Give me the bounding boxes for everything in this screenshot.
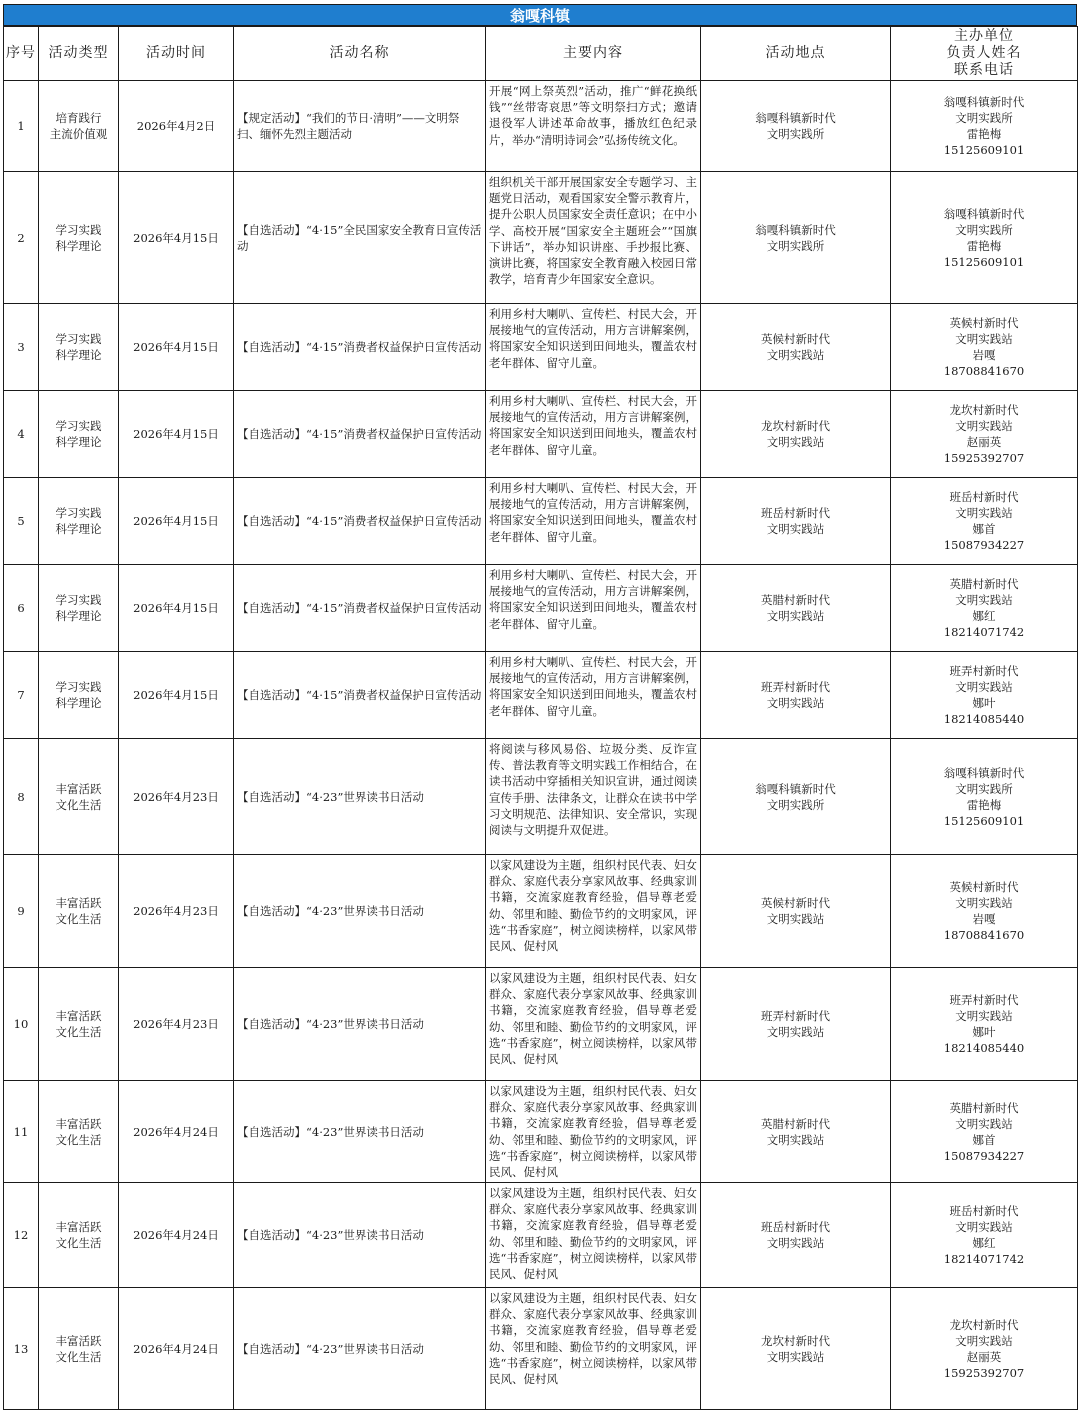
table-row — [4, 478, 1078, 565]
cell-no: 1 — [4, 81, 39, 172]
table-row — [4, 968, 1078, 1081]
cell-place: 班岳村新时代 文明实践站 — [701, 478, 891, 565]
cell-date: 2026年4月15日 — [119, 391, 234, 478]
header-place: 活动地点 — [701, 27, 891, 81]
cell-name: 【自选活动】“4·15”全民国家安全教育日宣传活动 — [234, 172, 486, 304]
cell-type: 学习实践 科学理论 — [39, 391, 119, 478]
cell-name: 【自选活动】“4·23”世界读书日活动 — [234, 1288, 486, 1410]
cell-date: 2026年4月23日 — [119, 739, 234, 855]
cell-organizer: 班岳村新时代 文明实践站 娜首 15087934227 — [891, 478, 1078, 565]
cell-place: 英腊村新时代 文明实践站 — [701, 565, 891, 652]
cell-organizer: 英腊村新时代 文明实践站 娜红 18214071742 — [891, 565, 1078, 652]
cell-name: 【自选活动】“4·23”世界读书日活动 — [234, 968, 486, 1081]
cell-type: 丰富活跃 文化生活 — [39, 739, 119, 855]
cell-no: 4 — [4, 391, 39, 478]
cell-content — [486, 304, 701, 391]
cell-date: 2026年4月23日 — [119, 968, 234, 1081]
header-organizer: 主办单位 负责人姓名 联系电话 — [891, 27, 1078, 81]
cell-organizer: 班岳村新时代 文明实践站 娜红 18214071742 — [891, 1183, 1078, 1288]
cell-date: 2026年4月24日 — [119, 1288, 234, 1410]
table-row — [4, 652, 1078, 739]
cell-type: 丰富活跃 文化生活 — [39, 855, 119, 968]
header-name: 活动名称 — [234, 27, 486, 81]
cell-type: 学习实践 科学理论 — [39, 172, 119, 304]
cell-organizer: 班弄村新时代 文明实践站 娜叶 18214085440 — [891, 652, 1078, 739]
cell-no: 11 — [4, 1081, 39, 1183]
cell-no: 7 — [4, 652, 39, 739]
cell-date: 2026年4月23日 — [119, 855, 234, 968]
cell-content — [486, 81, 701, 172]
cell-place: 英腊村新时代 文明实践站 — [701, 1081, 891, 1183]
table-row — [4, 855, 1078, 968]
cell-organizer: 英候村新时代 文明实践站 岩嘎 18708841670 — [891, 304, 1078, 391]
table-row — [4, 304, 1078, 391]
cell-place: 英候村新时代 文明实践站 — [701, 304, 891, 391]
cell-date: 2026年4月2日 — [119, 81, 234, 172]
cell-no: 10 — [4, 968, 39, 1081]
cell-type: 培育践行 主流价值观 — [39, 81, 119, 172]
cell-content — [486, 855, 701, 968]
cell-name: 【自选活动】“4·23”世界读书日活动 — [234, 1081, 486, 1183]
cell-organizer: 龙坎村新时代 文明实践站 赵丽英 15925392707 — [891, 391, 1078, 478]
cell-organizer: 英腊村新时代 文明实践站 娜首 15087934227 — [891, 1081, 1078, 1183]
cell-content — [486, 652, 701, 739]
cell-date: 2026年4月15日 — [119, 304, 234, 391]
cell-content-text: 利用乡村大喇叭、宣传栏、村民大会，开展接地气的宣传活动，用方言讲解案例，将国家安全知识送到田间地头，覆盖农村老年群体、留守儿童。 — [489, 394, 697, 457]
cell-no: 8 — [4, 739, 39, 855]
table-row — [4, 391, 1078, 478]
cell-no: 9 — [4, 855, 39, 968]
cell-content-text: 以家风建设为主题，组织村民代表、妇女群众、家庭代表分享家风故事、经典家训书籍，交流家庭教育经验，倡导尊老爱幼、邻里和睦、勤俭节约的文明家风，评选“书香家庭”，树立阅读榜样，以家风带民风、促村风 — [489, 971, 697, 1067]
cell-content-text: 以家风建设为主题，组织村民代表、妇女群众、家庭代表分享家风故事、经典家训书籍，交流家庭教育经验，倡导尊老爱幼、邻里和睦、勤俭节约的文明家风，评选“书香家庭”，树立阅读榜样，以家风带民风、促村风 — [489, 1186, 697, 1282]
header-content: 主要内容 — [486, 27, 701, 81]
cell-date: 2026年4月24日 — [119, 1183, 234, 1288]
table-row — [4, 1288, 1078, 1410]
cell-name: 【自选活动】“4·15”消费者权益保护日宣传活动 — [234, 304, 486, 391]
cell-name: 【自选活动】“4·15”消费者权益保护日宣传活动 — [234, 478, 486, 565]
cell-name: 【自选活动】“4·23”世界读书日活动 — [234, 855, 486, 968]
cell-type: 丰富活跃 文化生活 — [39, 1288, 119, 1410]
cell-content — [486, 565, 701, 652]
activity-schedule-sheet — [3, 4, 1077, 1410]
cell-place: 翁嘎科镇新时代 文明实践所 — [701, 739, 891, 855]
cell-place: 班岳村新时代 文明实践站 — [701, 1183, 891, 1288]
cell-organizer: 龙坎村新时代 文明实践站 赵丽英 15925392707 — [891, 1288, 1078, 1410]
table-row — [4, 1183, 1078, 1288]
cell-date: 2026年4月15日 — [119, 652, 234, 739]
cell-name: 【规定活动】“我们的节日·清明”——文明祭扫、缅怀先烈主题活动 — [234, 81, 486, 172]
cell-content — [486, 478, 701, 565]
cell-name: 【自选活动】“4·15”消费者权益保护日宣传活动 — [234, 652, 486, 739]
cell-content-text: 将阅读与移风易俗、垃圾分类、反诈宣传、普法教育等文明实践工作相结合，在读书活动中穿插相关知识宣讲，通过阅读宣传手册、法律条文，让群众在读书中学习文明规范、法律知识、安全常识，实现阅读与文明提升双促进。 — [489, 742, 697, 838]
cell-place: 龙坎村新时代 文明实践站 — [701, 391, 891, 478]
cell-content-text: 组织机关干部开展国家安全专题学习、主题党日活动，观看国家安全警示教育片，提升公职人员国家安全责任意识；在中小学、高校开展“国家安全主题班会”“国旗下讲话”，举办知识讲座、手抄报比赛、演讲比赛，将国家安全教育融入校园日常教学，培育青少年国家安全意识。 — [489, 175, 697, 287]
header-date: 活动时间 — [119, 27, 234, 81]
sheet-title: 翁嘎科镇 — [3, 4, 1077, 26]
cell-no: 6 — [4, 565, 39, 652]
cell-no: 2 — [4, 172, 39, 304]
cell-type: 学习实践 科学理论 — [39, 565, 119, 652]
cell-content-text: 以家风建设为主题，组织村民代表、妇女群众、家庭代表分享家风故事、经典家训书籍，交流家庭教育经验，倡导尊老爱幼、邻里和睦、勤俭节约的文明家风，评选“书香家庭”，树立阅读榜样，以家风带民风、促村风 — [489, 1084, 697, 1180]
header-type: 活动类型 — [39, 27, 119, 81]
cell-place: 翁嘎科镇新时代 文明实践所 — [701, 81, 891, 172]
cell-place: 英候村新时代 文明实践站 — [701, 855, 891, 968]
header-no: 序号 — [4, 27, 39, 81]
cell-organizer: 翁嘎科镇新时代 文明实践所 雷艳梅 15125609101 — [891, 172, 1078, 304]
cell-content — [486, 391, 701, 478]
cell-content-text: 以家风建设为主题，组织村民代表、妇女群众、家庭代表分享家风故事、经典家训书籍，交流家庭教育经验，倡导尊老爱幼、邻里和睦、勤俭节约的文明家风，评选“书香家庭”，树立阅读榜样，以家风带民风、促村风 — [489, 1291, 697, 1387]
cell-type: 丰富活跃 文化生活 — [39, 968, 119, 1081]
cell-type: 学习实践 科学理论 — [39, 478, 119, 565]
cell-no: 12 — [4, 1183, 39, 1288]
activity-table — [3, 26, 1078, 1410]
cell-organizer: 英候村新时代 文明实践站 岩嘎 18708841670 — [891, 855, 1078, 968]
table-row — [4, 739, 1078, 855]
cell-type: 学习实践 科学理论 — [39, 652, 119, 739]
table-row — [4, 565, 1078, 652]
cell-place: 班弄村新时代 文明实践站 — [701, 968, 891, 1081]
cell-organizer: 翁嘎科镇新时代 文明实践所 雷艳梅 15125609101 — [891, 81, 1078, 172]
cell-organizer: 班弄村新时代 文明实践站 娜叶 18214085440 — [891, 968, 1078, 1081]
cell-no: 3 — [4, 304, 39, 391]
cell-place: 翁嘎科镇新时代 文明实践所 — [701, 172, 891, 304]
cell-content — [486, 1183, 701, 1288]
cell-place: 班弄村新时代 文明实践站 — [701, 652, 891, 739]
cell-place: 龙坎村新时代 文明实践站 — [701, 1288, 891, 1410]
cell-name: 【自选活动】“4·23”世界读书日活动 — [234, 739, 486, 855]
cell-name: 【自选活动】“4·15”消费者权益保护日宣传活动 — [234, 391, 486, 478]
cell-date: 2026年4月24日 — [119, 1081, 234, 1183]
cell-type: 丰富活跃 文化生活 — [39, 1081, 119, 1183]
table-row — [4, 1081, 1078, 1183]
cell-no: 13 — [4, 1288, 39, 1410]
cell-content — [486, 1288, 701, 1410]
cell-organizer: 翁嘎科镇新时代 文明实践所 雷艳梅 15125609101 — [891, 739, 1078, 855]
cell-content — [486, 739, 701, 855]
cell-content — [486, 968, 701, 1081]
cell-no: 5 — [4, 478, 39, 565]
cell-content — [486, 1081, 701, 1183]
table-header-row — [4, 27, 1078, 81]
cell-content-text: 利用乡村大喇叭、宣传栏、村民大会，开展接地气的宣传活动，用方言讲解案例，将国家安全知识送到田间地头，覆盖农村老年群体、留守儿童。 — [489, 568, 697, 631]
cell-name: 【自选活动】“4·15”消费者权益保护日宣传活动 — [234, 565, 486, 652]
cell-content-text: 开展“网上祭英烈”活动，推广“鲜花换纸钱”“丝带寄哀思”等文明祭扫方式；邀请退役军人讲述革命故事，播放红色纪录片，举办“清明诗词会”弘扬传统文化。 — [489, 84, 697, 147]
cell-content-text: 以家风建设为主题，组织村民代表、妇女群众、家庭代表分享家风故事、经典家训书籍，交流家庭教育经验，倡导尊老爱幼、邻里和睦、勤俭节约的文明家风，评选“书香家庭”，树立阅读榜样，以家风带民风、促村风 — [489, 858, 697, 954]
cell-name: 【自选活动】“4·23”世界读书日活动 — [234, 1183, 486, 1288]
cell-content-text: 利用乡村大喇叭、宣传栏、村民大会，开展接地气的宣传活动，用方言讲解案例，将国家安全知识送到田间地头，覆盖农村老年群体、留守儿童。 — [489, 307, 697, 370]
table-row — [4, 81, 1078, 172]
cell-type: 学习实践 科学理论 — [39, 304, 119, 391]
cell-content-text: 利用乡村大喇叭、宣传栏、村民大会，开展接地气的宣传活动，用方言讲解案例，将国家安全知识送到田间地头，覆盖农村老年群体、留守儿童。 — [489, 481, 697, 544]
table-row — [4, 172, 1078, 304]
cell-date: 2026年4月15日 — [119, 565, 234, 652]
cell-date: 2026年4月15日 — [119, 172, 234, 304]
cell-type: 丰富活跃 文化生活 — [39, 1183, 119, 1288]
cell-date: 2026年4月15日 — [119, 478, 234, 565]
cell-content-text: 利用乡村大喇叭、宣传栏、村民大会，开展接地气的宣传活动，用方言讲解案例，将国家安全知识送到田间地头，覆盖农村老年群体、留守儿童。 — [489, 655, 697, 718]
cell-content — [486, 172, 701, 304]
